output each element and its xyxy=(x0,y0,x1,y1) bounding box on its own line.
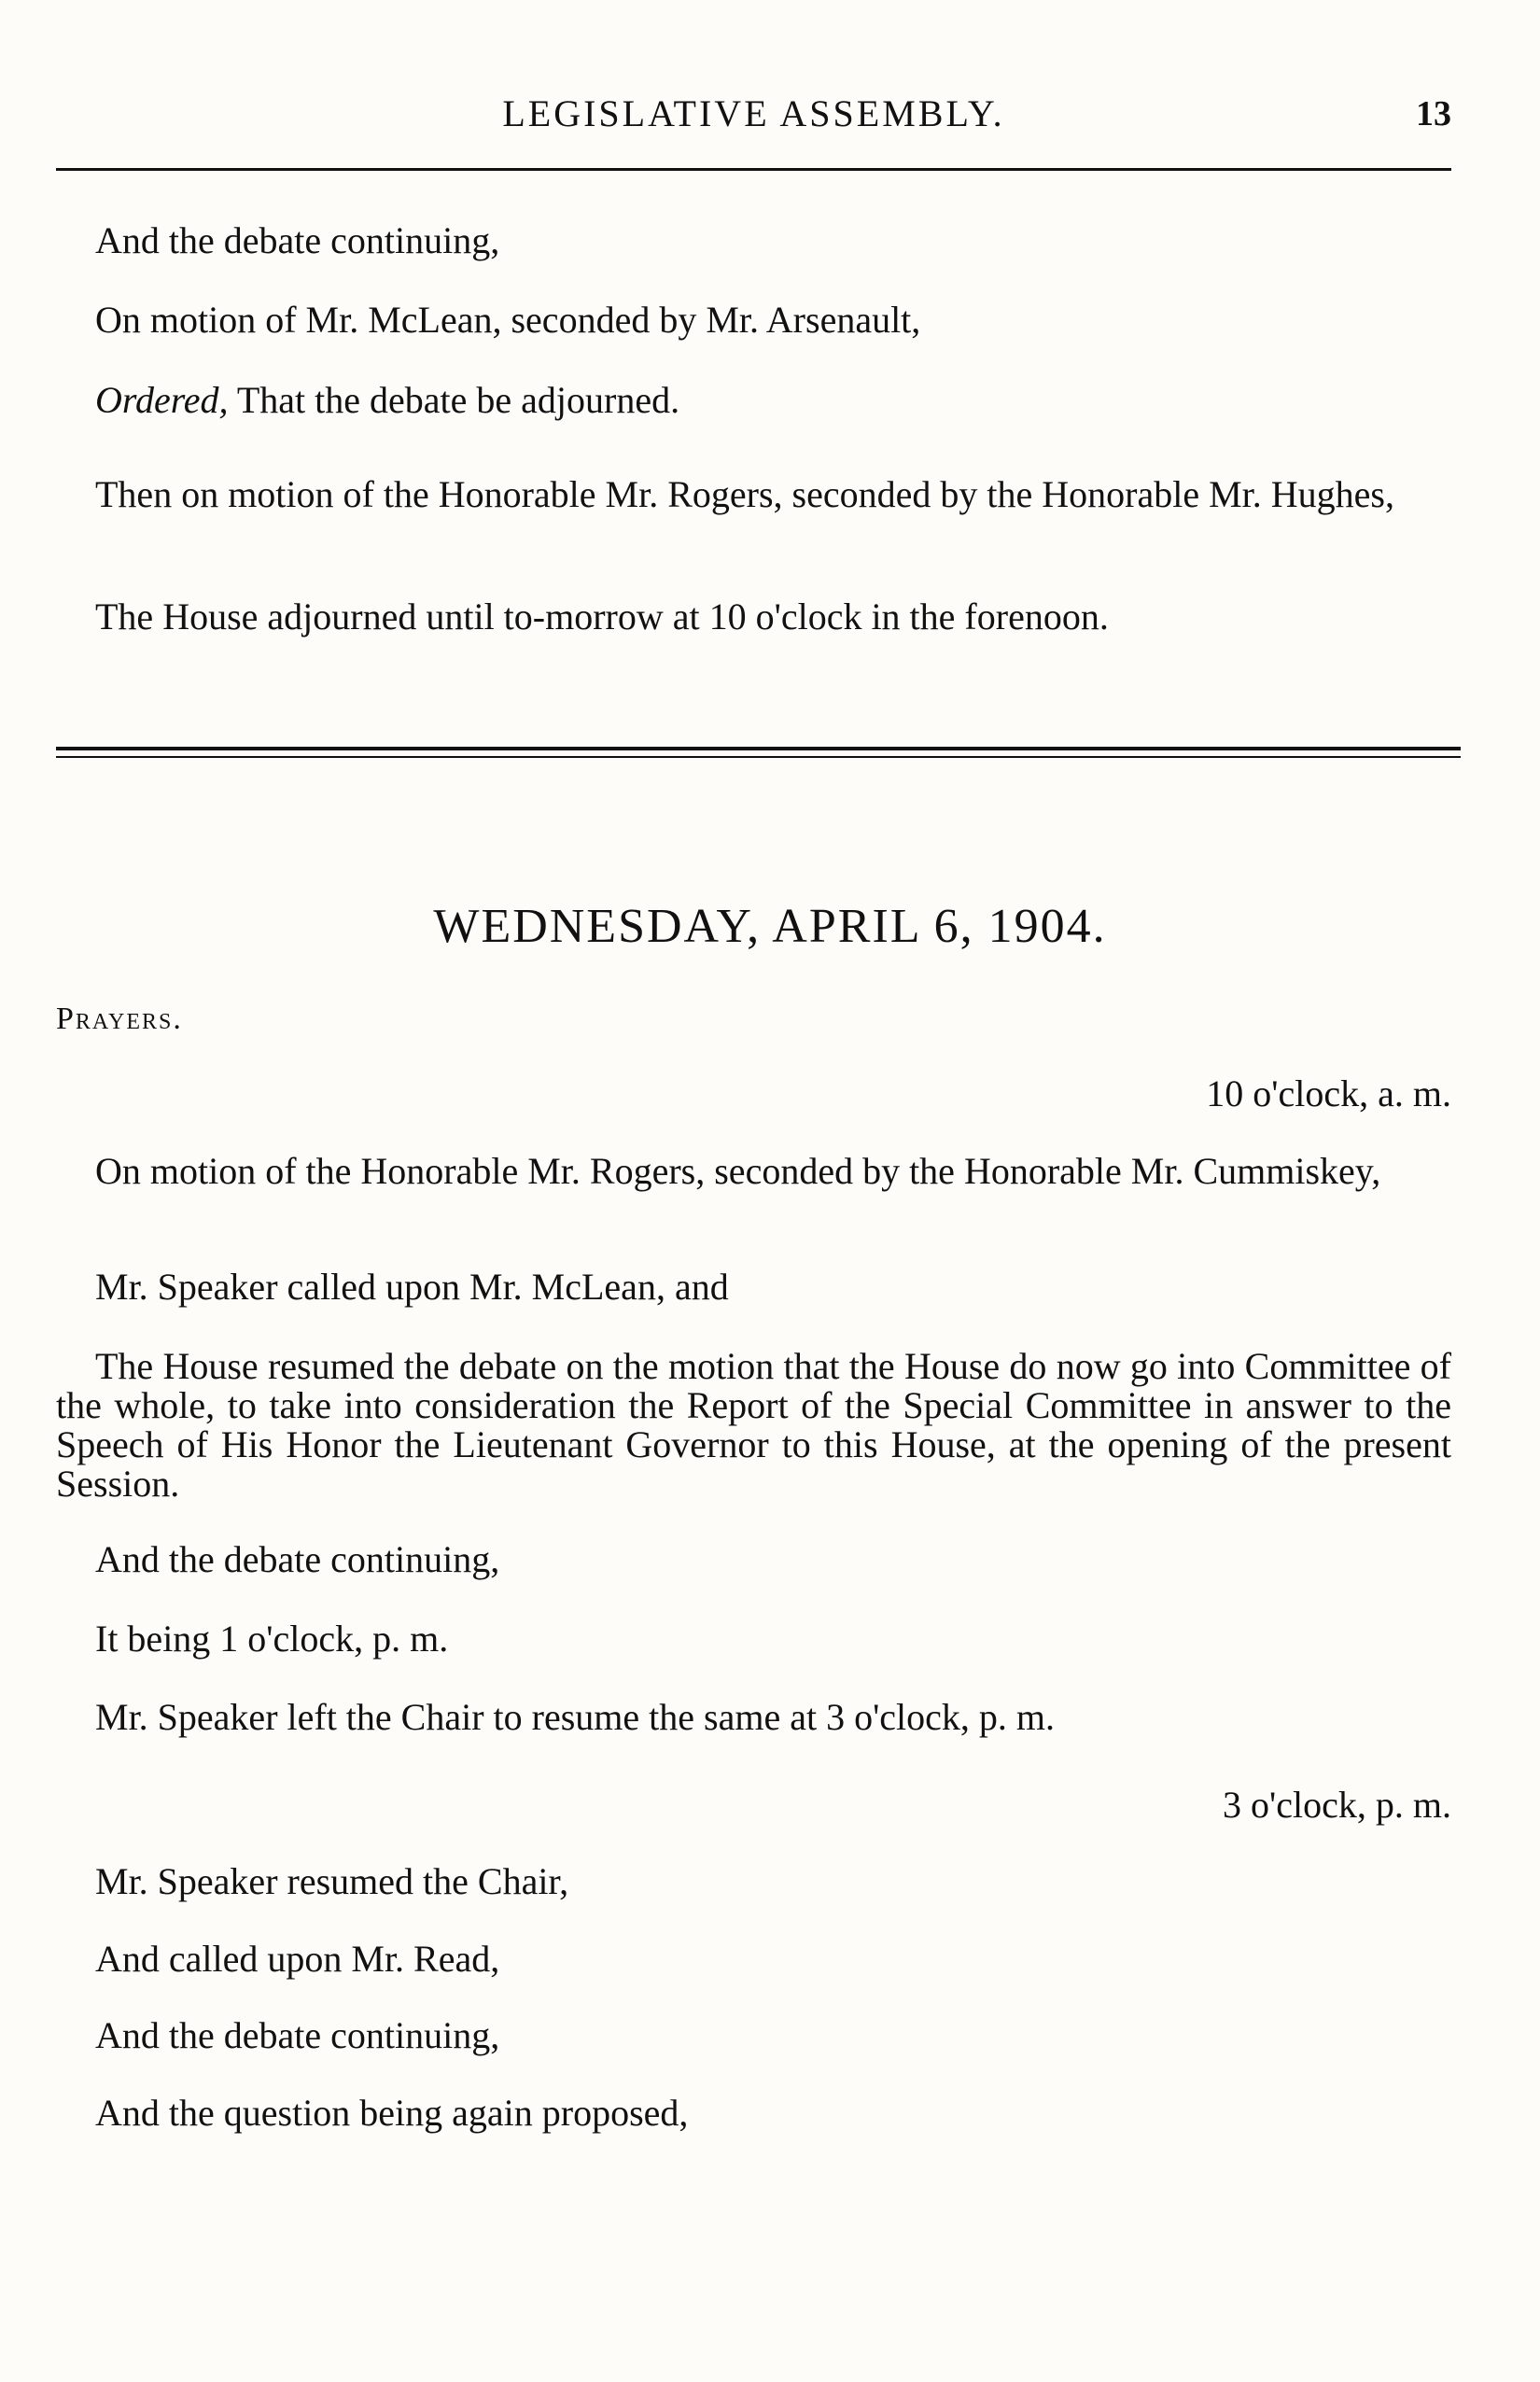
paragraph-ordered xyxy=(56,381,1451,420)
paragraph-debate-continuing: And the debate continuing, xyxy=(95,219,500,261)
running-header xyxy=(56,91,1451,147)
paragraph-speaker-resumed: Mr. Speaker resumed the Chair, xyxy=(95,1860,569,1902)
prayers-label: Prayers. xyxy=(56,1002,183,1036)
section-divider-thin xyxy=(56,756,1461,758)
paragraph-one-oclock: It being 1 o'clock, p. m. xyxy=(95,1618,449,1660)
paragraph-motion-rogers: Then on motion of the Honorable Mr. Rogers, seconded by the Honorable Mr. Hughes, xyxy=(95,473,1394,515)
time-afternoon: 3 o'clock, p. m. xyxy=(1223,1784,1451,1826)
ordered-text: That the debate be adjourned. xyxy=(228,379,680,421)
paragraph-house-resumed: The House resumed the debate on the motion that the House do now go into Committee of the whole, to take into consideration the Report of the Special Committee in answer to the Speech of His Honor the Lieutenant Governor to this House, at the opening of the present Session. xyxy=(56,1345,1451,1505)
paragraph-speaker-called: Mr. Speaker called upon Mr. McLean, and xyxy=(95,1266,729,1308)
ordered-label: Ordered, xyxy=(95,379,229,421)
time-morning: 10 o'clock, a. m. xyxy=(1206,1072,1451,1114)
paragraph-motion-cummiskey: On motion of the Honorable Mr. Rogers, seconded by the Honorable Mr. Cummiskey, xyxy=(95,1150,1381,1192)
paragraph-motion-mclean: On motion of Mr. McLean, seconded by Mr. Arsenault, xyxy=(95,299,921,341)
date-heading: WEDNESDAY, APRIL 6, 1904. xyxy=(433,900,1107,953)
paragraph-speaker-left: Mr. Speaker left the Chair to resume the same at 3 o'clock, p. m. xyxy=(95,1696,1056,1738)
paragraph-house-adjourned: The House adjourned until to-morrow at 10 o'clock in the forenoon. xyxy=(95,596,1109,638)
paragraph-debate-continuing-3: And the debate continuing, xyxy=(95,2014,500,2056)
paragraph-debate-continuing-2: And the debate continuing, xyxy=(95,1538,500,1580)
paragraph-called-read: And called upon Mr. Read, xyxy=(95,1938,500,1980)
paragraph-question-proposed: And the question being again proposed, xyxy=(95,2092,689,2134)
page-number: 13 xyxy=(1416,94,1451,133)
section-divider-thick xyxy=(56,747,1461,750)
header-rule xyxy=(56,168,1451,171)
running-title: LEGISLATIVE ASSEMBLY. xyxy=(502,92,1005,134)
